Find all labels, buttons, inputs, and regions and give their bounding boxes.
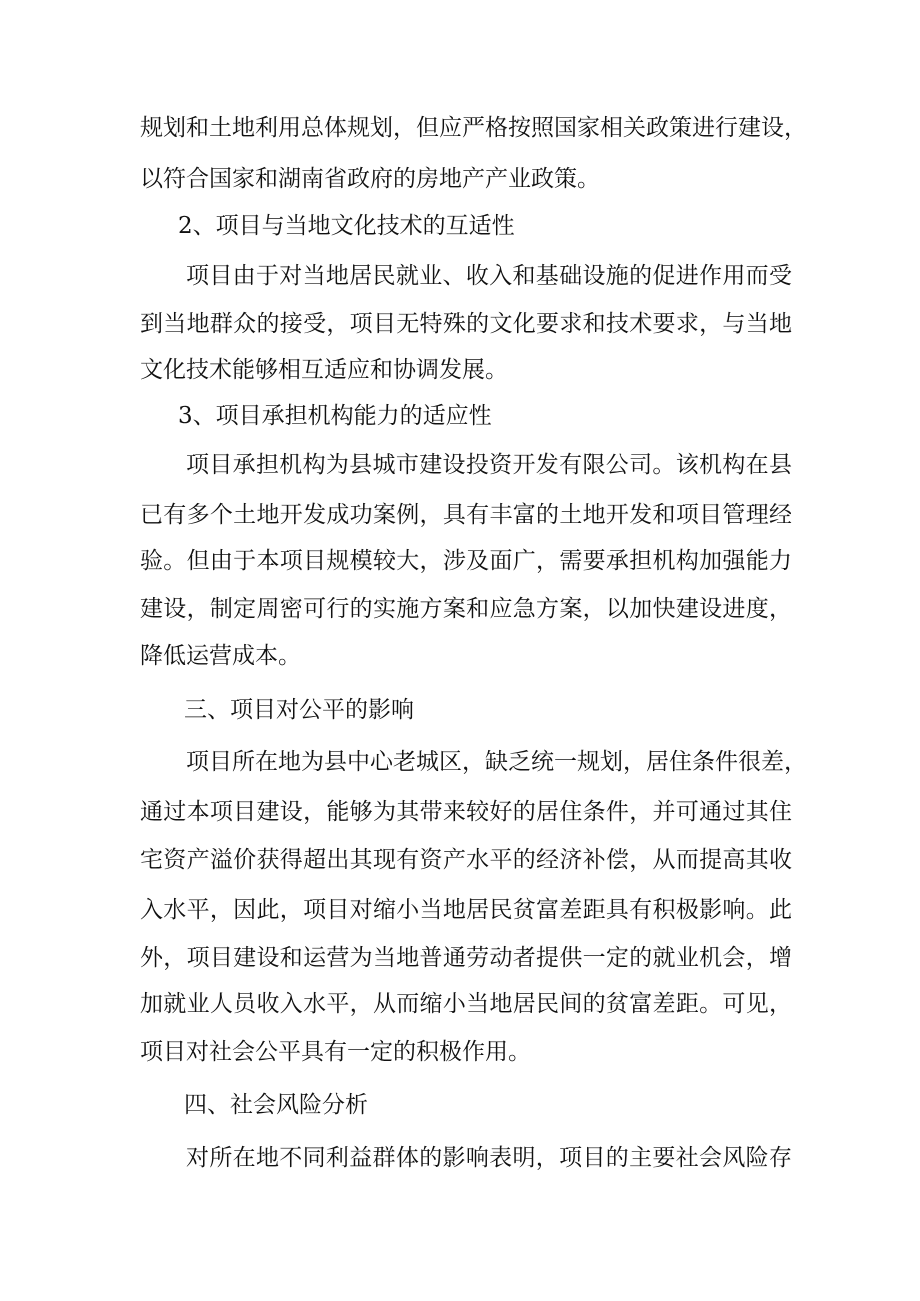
paragraph-culture-line-1 <box>0 256 920 296</box>
paragraph-capacity-line-3 <box>0 541 920 581</box>
paragraph-equity-line-5 <box>0 938 920 978</box>
heading-text: 2、项目与当地文化技术的互适性 <box>178 213 515 239</box>
paragraph-equity-line-3 <box>0 840 920 880</box>
paragraph-capacity-line-5 <box>0 636 920 676</box>
paragraph-capacity-line-1 <box>0 445 920 485</box>
paragraph-equity-line-6 <box>0 984 920 1024</box>
heading-text: 3、项目承担机构能力的适应性 <box>178 403 492 429</box>
line-text: 宅资产溢价获得超出其现有资产水平的经济补偿，从而提高其收 <box>140 847 792 873</box>
line-text: 以符合国家和湖南省政府的房地产产业政策。 <box>140 166 600 192</box>
line-text: 通过本项目建设，能够为其带来较好的居住条件，并可通过其住 <box>140 799 792 825</box>
line-text: 降低运营成本。 <box>140 643 301 669</box>
line-text: 入水平，因此，项目对缩小当地居民贫富差距具有积极影响。此 <box>140 897 792 923</box>
paragraph-equity-line-7 <box>0 1032 920 1072</box>
heading-social-risk <box>0 1085 920 1125</box>
line-text: 项目所在地为县中心老城区，缺乏统一规划，居住条件很差， <box>186 749 807 775</box>
paragraph-equity-line-4 <box>0 890 920 930</box>
paragraph-policy-line-1 <box>0 108 920 148</box>
line-text: 到当地群众的接受，项目无特殊的文化要求和技术要求，与当地 <box>140 311 792 337</box>
paragraph-capacity-line-4 <box>0 589 920 629</box>
heading-culture-adaptability <box>0 206 920 246</box>
line-text: 已有多个土地开发成功案例，具有丰富的土地开发和项目管理经 <box>140 502 792 528</box>
heading-text: 四、社会风险分析 <box>184 1092 368 1118</box>
line-text: 项目由于对当地居民就业、收入和基础设施的促进作用而受 <box>186 263 792 289</box>
paragraph-equity-line-2 <box>0 792 920 832</box>
line-text: 对所在地不同利益群体的影响表明，项目的主要社会风险存 <box>186 1145 792 1171</box>
paragraph-culture-line-2 <box>0 304 920 344</box>
heading-equity-impact <box>0 690 920 730</box>
paragraph-equity-line-1 <box>0 742 920 782</box>
paragraph-risk-line-1 <box>0 1138 920 1178</box>
heading-capacity-adaptability <box>0 396 920 436</box>
line-text: 规划和土地利用总体规划，但应严格按照国家相关政策进行建设， <box>140 115 807 141</box>
line-text: 外，项目建设和运营为当地普通劳动者提供一定的就业机会，增 <box>140 945 792 971</box>
line-text: 加就业人员收入水平，从而缩小当地居民间的贫富差距。可见， <box>140 991 792 1017</box>
paragraph-capacity-line-2 <box>0 495 920 535</box>
paragraph-policy-line-2 <box>0 159 920 199</box>
heading-text: 三、项目对公平的影响 <box>184 697 414 723</box>
line-text: 项目对社会公平具有一定的积极作用。 <box>140 1039 531 1065</box>
line-text: 文化技术能够相互适应和协调发展。 <box>140 357 508 383</box>
paragraph-culture-line-3 <box>0 350 920 390</box>
line-text: 项目承担机构为县城市建设投资开发有限公司。该机构在县 <box>186 452 792 478</box>
line-text: 建设，制定周密可行的实施方案和应急方案，以加快建设进度， <box>140 596 792 622</box>
line-text: 验。但由于本项目规模较大，涉及面广，需要承担机构加强能力 <box>140 548 792 574</box>
